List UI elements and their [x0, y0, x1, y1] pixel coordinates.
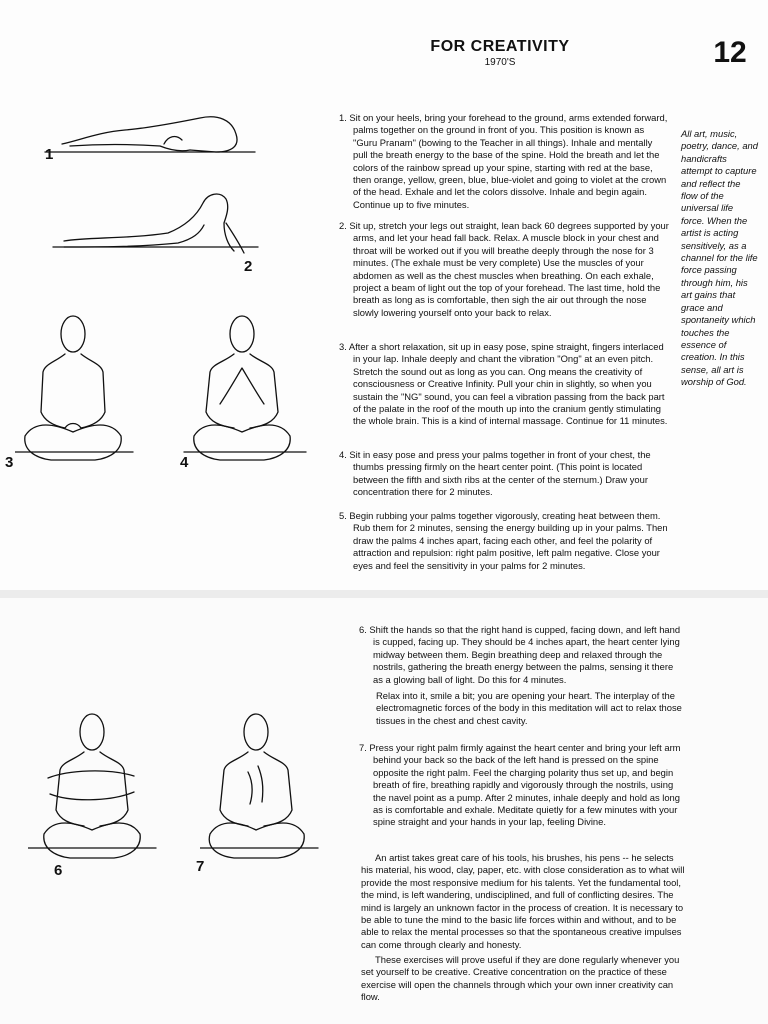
figure-7-heart-center-illustration [200, 710, 320, 870]
step-6-note: Relax into it, smile a bit; you are opening your heart. The interplay of the electromagnetic forces of the body in this meditation will act to relax those tissues in the chest and chest cavity. [376, 690, 682, 726]
page-title: FOR CREATIVITY [430, 38, 570, 55]
page-divider [0, 590, 768, 598]
figure-6-label: 6 [54, 862, 63, 879]
page-subtitle: 1970'S [484, 57, 516, 68]
figure-1-guru-pranam-illustration [40, 100, 260, 160]
step-5-text: 5. Begin rubbing your palms together vigorously, creating heat between them. Rub them for 2 minutes, sensing the energy building up in your palms. Then draw the palms 4 inches apart, facing each other, and feel the polarity of attraction and repulsion: right palm positive, left palm negative. Close your eyes and feel the sensitivity in your palms for 2 minutes. [339, 510, 668, 571]
closing-paragraph-2: These exercises will prove useful if they are done regularly whenever you set yourself to be creative. Creative concentration on the practice of these exercise will open the channels through which your own inner creativity can flow. [361, 954, 680, 1003]
figure-3-easy-pose-illustration [15, 312, 135, 472]
figure-2-lean-back-illustration [48, 185, 263, 270]
step-2-text: 2. Sit up, stretch your legs out straight, lean back 60 degrees supported by your arms, and let your head fall back. Relax. A muscle block in your chest and throat will be worked out if you will breathe deeply through the nose for 3 minutes. (The exhale must be very complete) Use the muscles of your abdomen as well as the chest muscles when breathing. On each exhale, project a beam of light out the top of your forehead. The last time, hold the breath as long as is comfortable, then sigh the air out through the nose slowly lowering yourself onto your back to relax. [339, 220, 669, 318]
closing-paragraph-1: An artist takes great care of his tools, his brushes, his pens -- he selects his material, his wood, clay, paper, etc. with close consideration as to what will provide the most responsive medium for his talents. Yet the fundamental tool, the mind, is left wandering, undisciplined, and full of conflicting desires. The mind is largely an unknown factor in the process of creation. It is necessary to be able to tune the mind to the basic life forces within and without, and to be able to relax the mental processes so that the spontaneous creative impulses can come through clearly and honesty. [361, 852, 685, 950]
figure-7-label: 7 [196, 858, 205, 875]
figure-4-prayer-pose-illustration [180, 312, 310, 472]
figure-6-cupped-hands-illustration [28, 710, 158, 870]
sidebar-quote: All art, music, poetry, dance, and handicrafts attempt to capture and reflect the flow of the universal life force. When the artist is acting sensitively, as a channel for the life force passing through him, his art gains that grace and spontaneity which touches the essence of creation. In this sense, all art is worship of God. [681, 128, 758, 388]
figure-1-label: 1 [45, 146, 54, 163]
figure-2-label: 2 [244, 258, 253, 275]
step-7-text: 7. Press your right palm firmly against the heart center and bring your left arm behind your back so the back of the left hand is pressed on the spine opposite the right palm. Feel the charging polarity thus set up, and begin breath of fire, breathing rapidly and vigorously through the nostrils, using the navel point as a pump. After 2 minutes, inhale deeply and hold as long as is comfortable and exhale. Meditate quietly for a few minutes with your spine straight and your hands in your lap, feeling Divine. [359, 742, 681, 828]
figure-3-label: 3 [5, 454, 14, 471]
step-1-text: 1. Sit on your heels, bring your forehead to the ground, arms extended forward, palms together on the ground in front of you. This position is known as "Guru Pranam" (bowing to the Teacher in all things). Inhale and mentally pull the breath energy to the base of the spine. Hold the breath and let the colors of the rainbow spread up your spine, starting with red at the base, then orange, yellow, green, blue, blue-violet and going to violet at the crown of the head. Exhale and let the colors dissolve. Inhale and begin again. Continue up to five minutes. [339, 112, 668, 210]
page-number: 12 [713, 36, 747, 69]
figure-4-label: 4 [180, 454, 189, 471]
lower-page [0, 598, 768, 1024]
step-6-text: 6. Shift the hands so that the right hand is cupped, facing down, and left hand is cupped, facing up. They should be 4 inches apart, the heart center lying midway between them. Begin breathing deep and relaxed through the nostrils, gathering the breath energy between the palms, sensing it there as a glowing ball of light. Do this for 4 minutes. [359, 624, 681, 685]
step-3-text: 3. After a short relaxation, sit up in easy pose, spine straight, fingers interlaced in your lap. Inhale deeply and chant the vibration "Ong" at an even pitch. Stretch the sound out as long as you can. Ong means the creativity of consciousness or Creative Infinity. Pull your chin in slightly, so when you sustain the "NG" sound, you can feel a vibration passing from the back part of the palate in the roof of the mouth up into the cranium gently stimulating the whole brain. This is a kind of internal massage. Continue for 11 minutes. [339, 341, 668, 427]
step-4-text: 4. Sit in easy pose and press your palms together in front of your chest, the thumbs pressing firmly on the heart center point. (This point is located between the fifth and sixth ribs at the center of the sternum.) Draw your concentration there for 2 minutes. [339, 449, 651, 498]
